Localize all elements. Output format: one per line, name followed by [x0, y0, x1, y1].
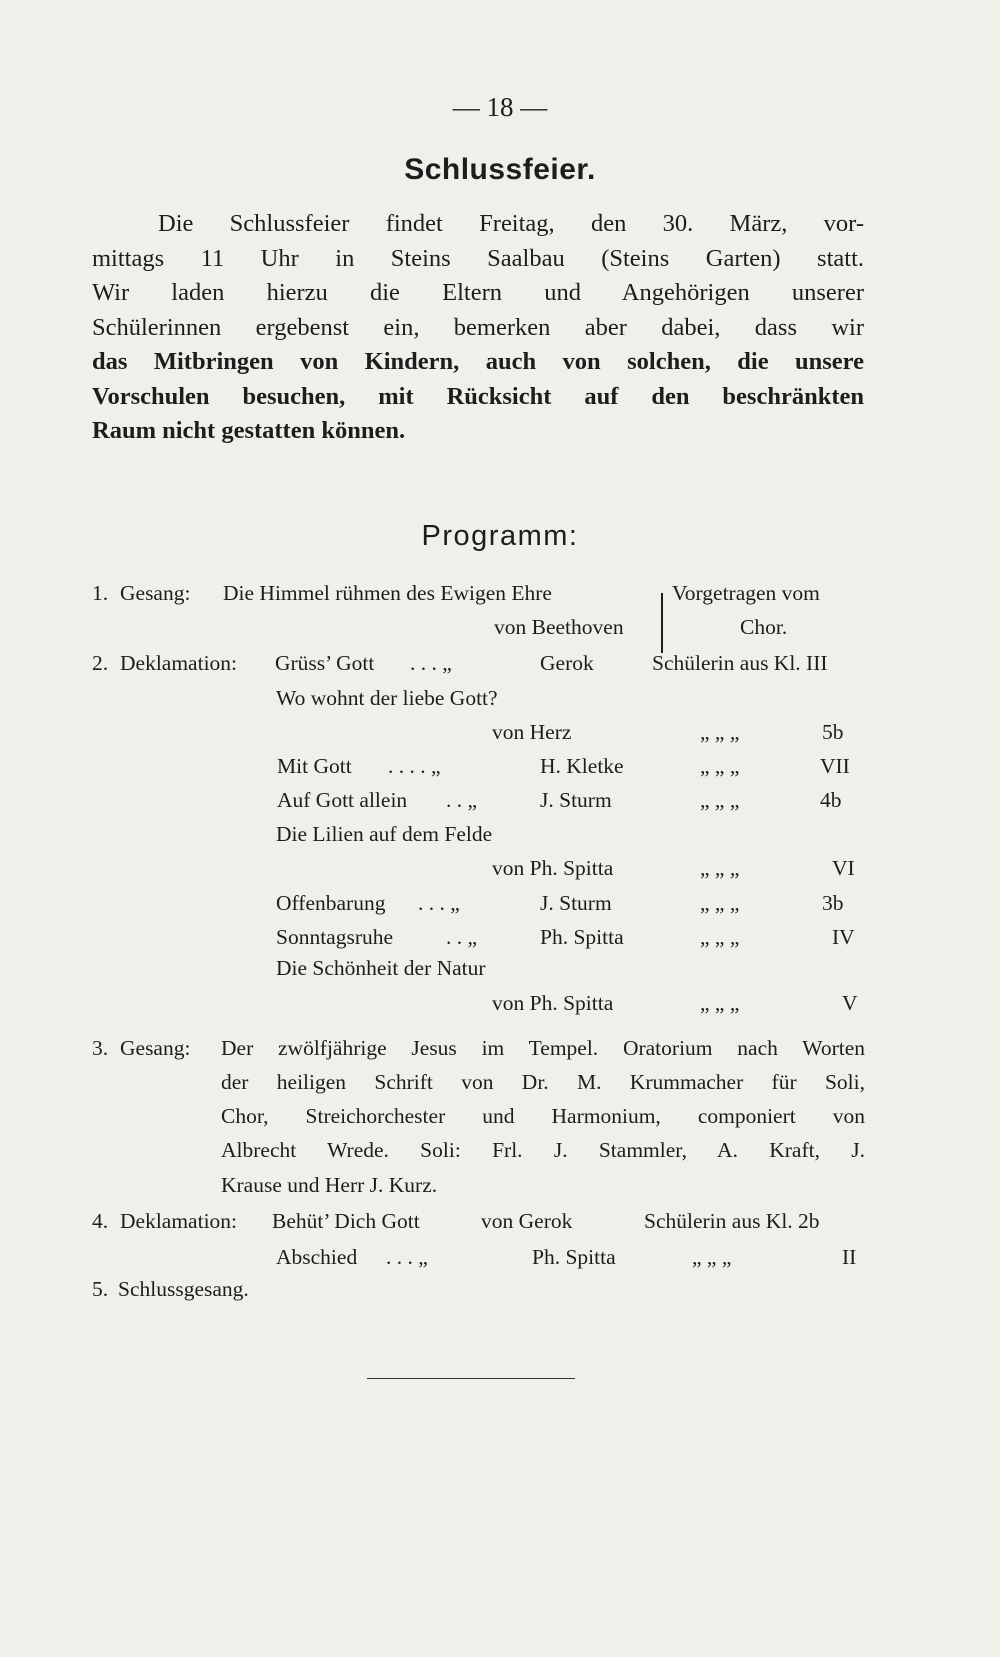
recitation-class: Schülerin aus Kl. III — [652, 651, 828, 675]
recitation-author: von Herz — [492, 720, 572, 744]
recitation-author: J. Sturm — [540, 891, 612, 915]
ditto-marks: „ „ „ — [700, 720, 740, 744]
recitation-author: Ph. Spitta — [532, 1245, 616, 1269]
oratorium-line: Chor, Streichorchester und Harmonium, componiert von — [221, 1104, 865, 1128]
intro-bold-line: das Mitbringen von Kindern, auch von solchen, die unsere — [92, 348, 864, 375]
recitation-title: Mit Gott — [277, 754, 352, 778]
recitation-title: Grüss’ Gott — [275, 651, 375, 675]
intro-line: mittags 11 Uhr in Steins Saalbau (Steins Garten) statt. — [92, 244, 864, 272]
ditto-marks: „ „ „ — [700, 788, 740, 812]
recitation-author: von Ph. Spitta — [492, 991, 614, 1015]
ditto-marks: „ „ „ — [700, 925, 740, 949]
recitation-class: Schülerin aus Kl. 2b — [644, 1209, 820, 1233]
item-number: 2. — [92, 651, 109, 675]
item-label: Gesang: — [120, 581, 191, 605]
recitation-class: VI — [832, 856, 855, 880]
item-number: 3. — [92, 1036, 109, 1060]
intro-paragraph — [92, 207, 864, 449]
recitation-title: Die Lilien auf dem Felde — [276, 822, 493, 846]
recitation-class: 5b — [822, 720, 844, 744]
ditto-marks: „ „ „ — [700, 754, 740, 778]
recitation-title: Die Schönheit der Natur — [276, 956, 486, 980]
item-number: 1. — [92, 581, 109, 605]
recitation-class: 4b — [820, 788, 842, 812]
item-title: Die Himmel rühmen des Ewigen Ehre — [223, 581, 552, 605]
closing-rule — [367, 1378, 575, 1379]
item-label: Deklamation: — [120, 651, 238, 675]
recitation-title: Abschied — [276, 1245, 358, 1269]
dots: . . . „ — [386, 1245, 428, 1269]
recitation-class: IV — [832, 925, 855, 949]
performer: Vorgetragen vom — [672, 581, 820, 605]
brace — [661, 593, 666, 653]
dots: . . . „ — [418, 891, 460, 915]
dots: . . . „ — [410, 651, 452, 675]
intro-line: Die Schlussfeier findet Freitag, den 30. März, vor- — [158, 210, 864, 237]
intro-bold-line: Vorschulen besuchen, mit Rücksicht auf den beschränkten — [92, 382, 864, 410]
intro-line: Schülerinnen ergebenst ein, bemerken aber dabei, dass wir — [92, 313, 864, 341]
intro-bold-line: Raum nicht gestatten können. — [92, 417, 406, 444]
ditto-marks: „ „ „ — [700, 891, 740, 915]
recitation-author: J. Sturm — [540, 788, 612, 812]
recitation-class: VII — [820, 754, 850, 778]
recitation-author: Ph. Spitta — [540, 925, 624, 949]
ditto-marks: „ „ „ — [692, 1245, 732, 1269]
item-author: von Beethoven — [494, 615, 624, 639]
oratorium-line: der heiligen Schrift von Dr. M. Krummacher für Soli, — [221, 1070, 865, 1094]
section-title: Schlussfeier. — [404, 153, 596, 186]
recitation-title: Offenbarung — [276, 891, 386, 915]
oratorium-line: Der zwölfjährige Jesus im Tempel. Oratorium nach Worten — [221, 1036, 865, 1060]
item-label: Gesang: — [120, 1036, 191, 1060]
item-number: 4. — [92, 1209, 109, 1233]
item-label: Deklamation: — [120, 1209, 238, 1233]
oratorium-line: Albrecht Wrede. Soli: Frl. J. Stammler, A. Kraft, J. — [221, 1138, 865, 1162]
recitation-title: Wo wohnt der liebe Gott? — [276, 686, 498, 710]
recitation-class: II — [842, 1245, 857, 1269]
recitation-title: Behüt’ Dich Gott — [272, 1209, 420, 1233]
recitation-class: V — [842, 991, 858, 1015]
recitation-author: von Gerok — [481, 1209, 573, 1233]
program-title: Programm: — [421, 520, 579, 552]
recitation-author: Gerok — [540, 651, 594, 675]
dots: . . „ — [446, 925, 478, 949]
recitation-class: 3b — [822, 891, 844, 915]
dots: . . . . „ — [388, 754, 441, 778]
oratorium-line: Krause und Herr J. Kurz. — [221, 1173, 438, 1197]
performer: Chor. — [740, 615, 788, 639]
recitation-author: H. Kletke — [540, 754, 624, 778]
dots: . . „ — [446, 788, 478, 812]
recitation-author: von Ph. Spitta — [492, 856, 614, 880]
ditto-marks: „ „ „ — [700, 991, 740, 1015]
recitation-title: Auf Gott allein — [277, 788, 408, 812]
item-label: Schlussgesang. — [118, 1277, 249, 1301]
page-number: — 18 — — [452, 92, 548, 122]
intro-line: Wir laden hierzu die Eltern und Angehörigen unserer — [92, 279, 864, 306]
recitation-title: Sonntagsruhe — [276, 925, 394, 949]
item-number: 5. — [92, 1277, 109, 1301]
ditto-marks: „ „ „ — [700, 856, 740, 880]
